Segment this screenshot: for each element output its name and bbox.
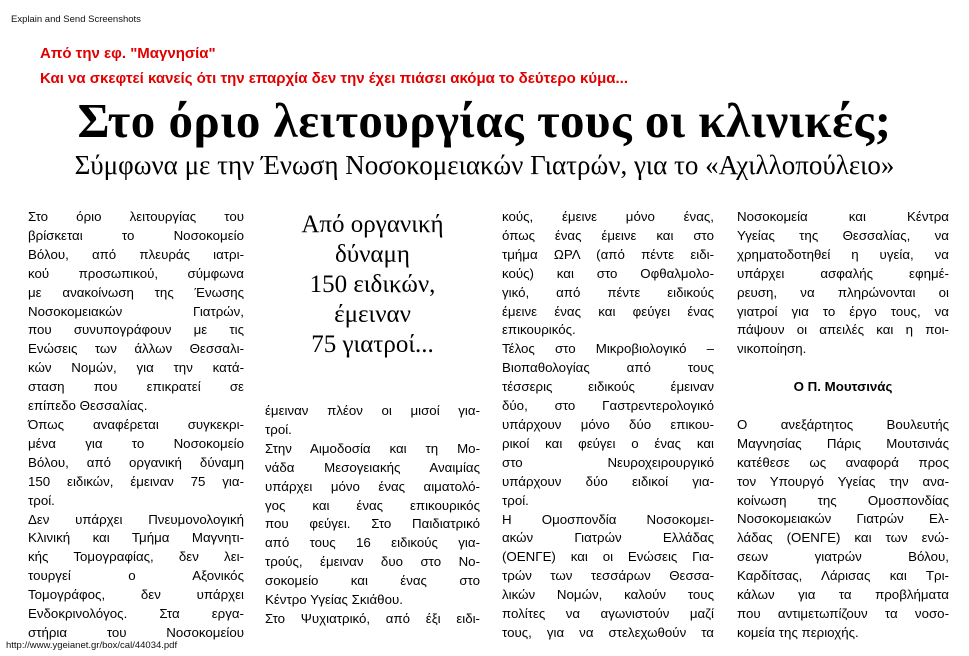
- intro-source-line: Από την εφ. "Μαγνησία": [40, 45, 216, 62]
- text-line: Η Ομοσπονδία Νοσοκομει-: [502, 511, 714, 527]
- text-line: λικών Νομών, καλούν τους: [502, 587, 714, 603]
- text-line: 150 ειδικών, έμειναν 75 για-: [28, 473, 244, 489]
- text-line: υπάρχει μόνο ένας αιματολό-: [265, 478, 480, 494]
- text-line: σοκομείο και ένας στο: [265, 573, 480, 589]
- text-line: τρούς, έμειναν δυο στο Νο-: [265, 554, 480, 570]
- text-line: Κέντρο Υγείας Σκιάθου.: [265, 592, 403, 608]
- text-line: νάδα Μεσογειακής Αναιμίας: [265, 459, 480, 475]
- article-column-4: [737, 208, 949, 643]
- text-line: Νοσοκομεία και Κέντρα: [737, 209, 949, 224]
- text-line: Ενδοκρινολόγος. Στα εργα-: [28, 606, 244, 622]
- text-line: μένα για το Νοσοκομείο: [28, 435, 244, 451]
- pull-quote-line: 75 γιατροί...: [311, 331, 434, 358]
- pull-quote-line: έμειναν: [334, 301, 411, 328]
- text-line: γιατροί για το έργο τους, να: [737, 303, 949, 319]
- text-line: ρικοί και φεύγει ο ένας και: [502, 435, 714, 451]
- text-line: Όπως αναφέρεται συγκεκρι-: [28, 416, 244, 432]
- text-line: κού προσωπικού, σύμφωνα: [28, 265, 244, 281]
- text-line: στο Νευροχειρουργικό: [502, 454, 714, 470]
- text-line: με ανακοίνωση της Ένωσης: [28, 284, 244, 300]
- text-line: υπάρχουν δύο ειδικοί για-: [502, 473, 714, 489]
- text-line: που αντιμετωπίζουν τα νοσο-: [737, 606, 949, 621]
- pull-quote-line: 150 ειδικών,: [309, 271, 436, 298]
- text-line: τροί.: [28, 492, 55, 508]
- text-line: Ενώσεις των άλλων Θεσσαλι-: [28, 341, 244, 357]
- text-line: Κλινική και Τμήμα Μαγνητι-: [28, 530, 244, 546]
- spacer: [737, 397, 949, 416]
- pull-quote: [270, 210, 475, 360]
- source-url-link[interactable]: http://www.ygeianet.gr/box/cal/44034.pdf: [6, 640, 178, 651]
- text-line: σεων γιατρών Βόλου,: [737, 549, 949, 565]
- text-line: επίπεδο Θεσσαλίας.: [28, 398, 148, 414]
- text-line: στήρια του Νοσοκομείου: [28, 624, 244, 640]
- text-line: πάψουν οι απειλές και η ποι-: [737, 322, 949, 338]
- text-line: Δεν υπάρχει Πνευμονολογική: [28, 511, 244, 527]
- text-line: λάδας (ΟΕΝΓΕ) και των ενώ-: [737, 530, 949, 546]
- article-column-3: [502, 208, 714, 643]
- article-headline: Στο όριο λειτουργίας τους οι κλινικές;: [77, 93, 892, 148]
- text-line: κάλων για τα προβλήματα: [737, 587, 949, 603]
- intro-comment-line: Και να σκεφτεί κανείς ότι την επαρχία δεν την έχει πιάσει ακόμα το δεύτερο κύμα...: [40, 70, 629, 87]
- text-line: Μαγνησίας Πάρις Μουτσινάς: [737, 435, 949, 451]
- text-line: βρίσκεται το Νοσοκομείο: [28, 227, 244, 243]
- text-line: κών Νομών, για την κατά-: [28, 360, 244, 376]
- text-line: Στο Ψυχιατρικό, από έξι ειδι-: [265, 610, 480, 626]
- text-line: Στην Αιμοδοσία και τη Μο-: [265, 440, 480, 456]
- text-line: κομεία της περιοχής.: [737, 624, 859, 640]
- author-signature: Ο Π. Μουτσινάς: [793, 379, 893, 395]
- text-line: κούς, έμεινε μόνο ένας,: [502, 209, 714, 224]
- text-line: υπάρχουν μόνο δύο επικου-: [502, 416, 714, 432]
- text-line: τον Υπουργό Υγείας την ανα-: [737, 473, 949, 489]
- text-line: Νοσοκομειακών Γιατρών Ελ-: [737, 511, 949, 527]
- text-line: τρών των τεσσάρων Θεσσα-: [502, 568, 714, 584]
- pull-quote-line: Από οργανική: [301, 211, 444, 238]
- spacer: [737, 359, 949, 378]
- text-line: τροί.: [502, 492, 529, 508]
- text-line: Στο όριο λειτουργίας του: [28, 209, 244, 224]
- text-line: που συνυπογράφουν με τις: [28, 322, 244, 338]
- text-line: Βόλου, από πλευράς ιατρι-: [28, 246, 244, 262]
- text-line: Νοσοκομειακών Γιατρών,: [28, 303, 244, 319]
- text-line: ρευση, να πληρώνονται οι: [737, 284, 949, 300]
- text-line: τροί.: [265, 421, 292, 437]
- text-line: κοίνωση της Ομοσπονδίας: [737, 492, 949, 508]
- text-line: Βόλου, από οργανική δύναμη: [28, 454, 244, 470]
- text-line: Τομογράφος, δεν υπάρχει: [28, 587, 244, 603]
- text-line: (ΟΕΝΓΕ) και οι Ενώσεις Για-: [502, 549, 714, 565]
- text-line: κούς) και στο Οφθαλμολο-: [502, 265, 714, 281]
- text-line: έμεινε ένας και φεύγει ένας: [502, 303, 714, 319]
- text-line: Ο ανεξάρτητος Βουλευτής: [737, 416, 949, 432]
- text-line: από τους 16 ειδικούς για-: [265, 535, 480, 551]
- text-line: δύο, στο Γαστρεντερολογικό: [502, 398, 714, 414]
- text-line: χρηματοδοτηθεί η υγεία, να: [737, 246, 949, 262]
- pull-quote-line: δύναμη: [334, 241, 411, 268]
- text-line: Υγείας της Θεσσαλίας, να: [737, 227, 949, 243]
- window-title: Explain and Send Screenshots: [11, 14, 141, 25]
- text-line: Βιοπαθολογίας από τους: [502, 360, 714, 376]
- text-line: γος και ένας επικουρικός: [265, 497, 480, 513]
- text-line: όπως ένας έμεινε και στο: [502, 227, 714, 243]
- text-line: ακών Γιατρών Ελλάδας: [502, 530, 714, 546]
- text-line: επικουρικός.: [502, 322, 576, 338]
- text-line: γικό, από πέντε ειδικούς: [502, 284, 714, 300]
- text-line: Τέλος στο Μικροβιολογικό –: [502, 341, 714, 357]
- text-line: τουργεί ο Αξονικός: [28, 568, 244, 584]
- text-line: νικοποίηση.: [737, 341, 807, 357]
- text-line: πολίτες να αγωνιστούν μαζί: [502, 606, 714, 622]
- article-column-2: [265, 402, 480, 629]
- article-subhead: Σύμφωνα με την Ένωση Νοσοκομειακών Γιατρών, για το «Αχιλλοπούλειο»: [74, 150, 895, 180]
- text-line: κής Τομογραφίας, δεν λει-: [28, 549, 244, 565]
- text-line: κατέθεσε ως αναφορά προς: [737, 454, 949, 470]
- article-column-1: [28, 208, 244, 643]
- text-line: σταση που επικρατεί σε: [28, 379, 244, 395]
- text-line: που φεύγει. Στο Παιδιατρικό: [265, 516, 480, 532]
- text-line: Καρδίτσας, Λάρισας και Τρι-: [737, 568, 949, 584]
- text-line: τέσσερις ειδικούς έμειναν: [502, 379, 714, 395]
- text-line: υπάρχει ασφαλής εφημέ-: [737, 265, 949, 281]
- text-line: τους, για να στελεχωθούν τα: [502, 624, 714, 640]
- text-line: τμήμα ΩΡΛ (από πέντε ειδι-: [502, 246, 714, 262]
- text-line: έμειναν πλέον οι μισοί για-: [265, 403, 480, 418]
